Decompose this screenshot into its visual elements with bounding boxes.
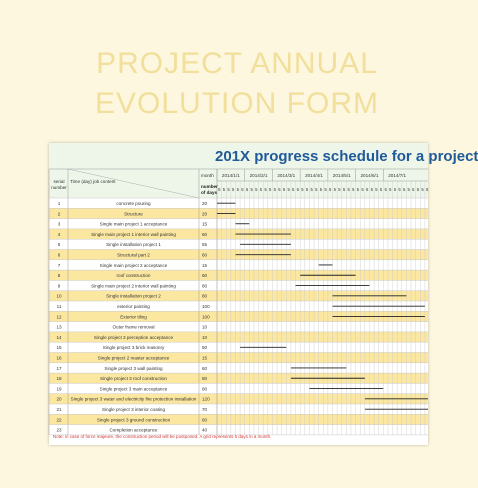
tick-label: 5: [282, 187, 286, 192]
tick-label: 5: [338, 187, 341, 192]
row-days: 60: [202, 417, 208, 423]
row-days: 15: [202, 355, 208, 361]
row-task: Completion acceptance: [109, 427, 158, 433]
tick-label: 5: [324, 187, 327, 192]
row-days: 80: [202, 283, 208, 289]
row-task: exterior painting: [117, 304, 150, 309]
row-days: 70: [202, 407, 208, 412]
tick-label: 5: [278, 187, 281, 192]
row-serial: 4: [57, 231, 61, 237]
tick-label: 5: [245, 187, 249, 192]
tick-label: 5: [268, 187, 272, 192]
row-serial: 23: [56, 427, 62, 433]
row-serial: 22: [56, 417, 62, 423]
row-days: 60: [202, 231, 208, 237]
row-task: concrete pouring: [116, 201, 151, 206]
row-days: 40: [202, 427, 208, 433]
tick-label: 5: [259, 187, 263, 192]
tick-label: 5: [329, 187, 332, 192]
sheet-title: 201X progress schedule for a project: [215, 148, 478, 165]
tick-label: 5: [347, 187, 350, 192]
row-serial: 19: [56, 386, 62, 392]
row-serial: 8: [57, 273, 61, 279]
row-task: Outer frame removal: [112, 324, 155, 330]
month-label: 2014/2/1: [249, 173, 268, 178]
tick-label: 5: [393, 187, 397, 192]
days-header: of days: [201, 190, 218, 195]
tick-label: 5: [222, 187, 226, 192]
tick-label: 5: [379, 187, 383, 192]
month-label: 2014/7/1: [388, 173, 407, 178]
tick-label: 5: [421, 187, 424, 192]
tick-label: 5: [264, 187, 267, 192]
tick-label: 5: [389, 187, 392, 192]
tick-label: 5: [398, 187, 401, 192]
month-label: 2014/3/1: [277, 173, 296, 178]
schedule-sheet: [49, 143, 478, 445]
tick-label: 5: [310, 187, 313, 192]
tick-label: 5: [273, 187, 276, 192]
row-days: 10: [202, 324, 208, 330]
tick-label: 5: [315, 187, 318, 192]
row-serial: 20: [56, 396, 62, 402]
row-task: Exterior tiling: [120, 314, 147, 320]
row-task: Single project 3 brick masonry: [102, 345, 165, 351]
row-task: Single project 3 interior coating: [101, 407, 166, 412]
month-header: month: [201, 173, 214, 178]
month-label: 2014/4/1: [305, 173, 323, 178]
row-serial: 16: [56, 355, 62, 361]
row-serial: 13: [56, 324, 62, 330]
tick-label: 5: [352, 187, 355, 192]
row-serial: 6: [57, 252, 61, 258]
row-days: 15: [202, 221, 208, 227]
row-task: Single project 2 master acceptance: [97, 355, 170, 361]
tick-label: 5: [319, 187, 323, 192]
row-days: 80: [202, 376, 208, 382]
serial-header: serial: [53, 179, 65, 184]
row-serial: 2: [57, 211, 61, 217]
row-task: Single project 3 perception acceptance: [93, 334, 174, 340]
tick-label: 5: [236, 187, 239, 192]
row-serial: 17: [56, 365, 62, 371]
row-task: Single project 3 water and electricity fire protection installation: [70, 396, 197, 402]
row-serial: 18: [56, 376, 62, 382]
row-task: Single installation project 2: [106, 293, 161, 299]
row-task: Single project 3 roof construction: [100, 376, 167, 382]
row-serial: 11: [56, 304, 62, 309]
row-days: 100: [202, 314, 210, 320]
row-serial: 15: [56, 345, 62, 351]
tick-label: 5: [426, 187, 429, 192]
tick-label: 5: [402, 187, 406, 192]
tick-label: 5: [250, 187, 253, 192]
poster-title: [0, 44, 474, 124]
row-days: 10: [202, 334, 208, 340]
row-task: Single main project 2 acceptance: [99, 262, 168, 268]
tick-label: 5: [296, 187, 300, 192]
row-task: Single main project 2 interior wall painting: [91, 283, 176, 289]
time-job-header: Time (day) job content: [70, 179, 116, 184]
row-days: 15: [202, 262, 208, 268]
serial-header: number: [51, 185, 67, 190]
tick-label: 5: [365, 187, 369, 192]
row-serial: 1: [57, 201, 61, 206]
row-serial: 12: [56, 314, 62, 320]
row-serial: 3: [57, 221, 61, 227]
tick-label: 5: [342, 187, 346, 192]
band-row-bg: [49, 208, 428, 218]
tick-label: 5: [384, 187, 387, 192]
tick-label: 5: [333, 187, 336, 192]
row-days: 60: [202, 273, 208, 279]
tick-label: 5: [375, 187, 378, 192]
row-task: Single main project 1 acceptance: [99, 221, 168, 227]
tick-label: 5: [305, 187, 309, 192]
row-task: Single installation project 1: [106, 242, 161, 248]
footnote: Note: in case of force majeure, the construction period will be postponed. A grid represents 5 days in a month.: [53, 434, 272, 439]
tick-label: 5: [218, 187, 221, 192]
poster-title-line2: EVOLUTION FORM: [94, 87, 379, 120]
tick-label: 5: [356, 187, 360, 192]
tick-label: 5: [287, 187, 290, 192]
month-label: 2014/6/1: [360, 173, 379, 178]
row-days: 80: [202, 293, 208, 299]
row-days: 60: [202, 252, 208, 258]
tick-label: 5: [227, 187, 230, 192]
row-days: 50: [202, 345, 208, 351]
row-task: Single main project 1 interior wall painting: [91, 231, 176, 237]
band-row-bg: [49, 270, 428, 280]
tick-label: 5: [231, 187, 235, 192]
tick-label: 5: [241, 187, 244, 192]
row-task: Structural part 2: [117, 252, 150, 258]
tick-label: 5: [255, 187, 258, 192]
row-days: 80: [202, 386, 208, 392]
row-days: 60: [202, 365, 208, 371]
row-serial: 5: [57, 242, 61, 248]
row-serial: 21: [56, 407, 62, 412]
month-label: 2014/5/1: [332, 173, 351, 178]
row-days: 100: [202, 304, 210, 309]
days-header: number: [201, 184, 218, 189]
row-serial: 10: [56, 293, 62, 299]
row-task: Single project 3 ground construction: [96, 417, 171, 423]
row-task: roof construction: [116, 273, 151, 279]
tick-label: 5: [301, 187, 304, 192]
month-label: 2014/1/1: [221, 173, 240, 178]
row-task: Single project 3 wall painting: [104, 365, 163, 371]
gantt-table: [49, 143, 428, 445]
tick-label: 5: [361, 187, 364, 192]
tick-label: 5: [292, 187, 295, 192]
tick-label: 5: [416, 187, 420, 192]
row-days: 20: [202, 201, 208, 206]
row-days: 120: [202, 396, 210, 402]
tick-label: 5: [370, 187, 373, 192]
poster-title-line1: PROJECT ANNUAL: [96, 47, 378, 80]
row-serial: 9: [57, 283, 61, 289]
row-serial: 14: [56, 334, 62, 340]
tick-label: 5: [412, 187, 415, 192]
row-days: 20: [202, 211, 208, 217]
row-days: 55: [202, 242, 208, 248]
row-serial: 7: [57, 262, 61, 268]
row-task: Structure: [124, 211, 143, 217]
row-task: Single project 3 main acceptance: [99, 386, 168, 392]
tick-label: 5: [407, 187, 410, 192]
